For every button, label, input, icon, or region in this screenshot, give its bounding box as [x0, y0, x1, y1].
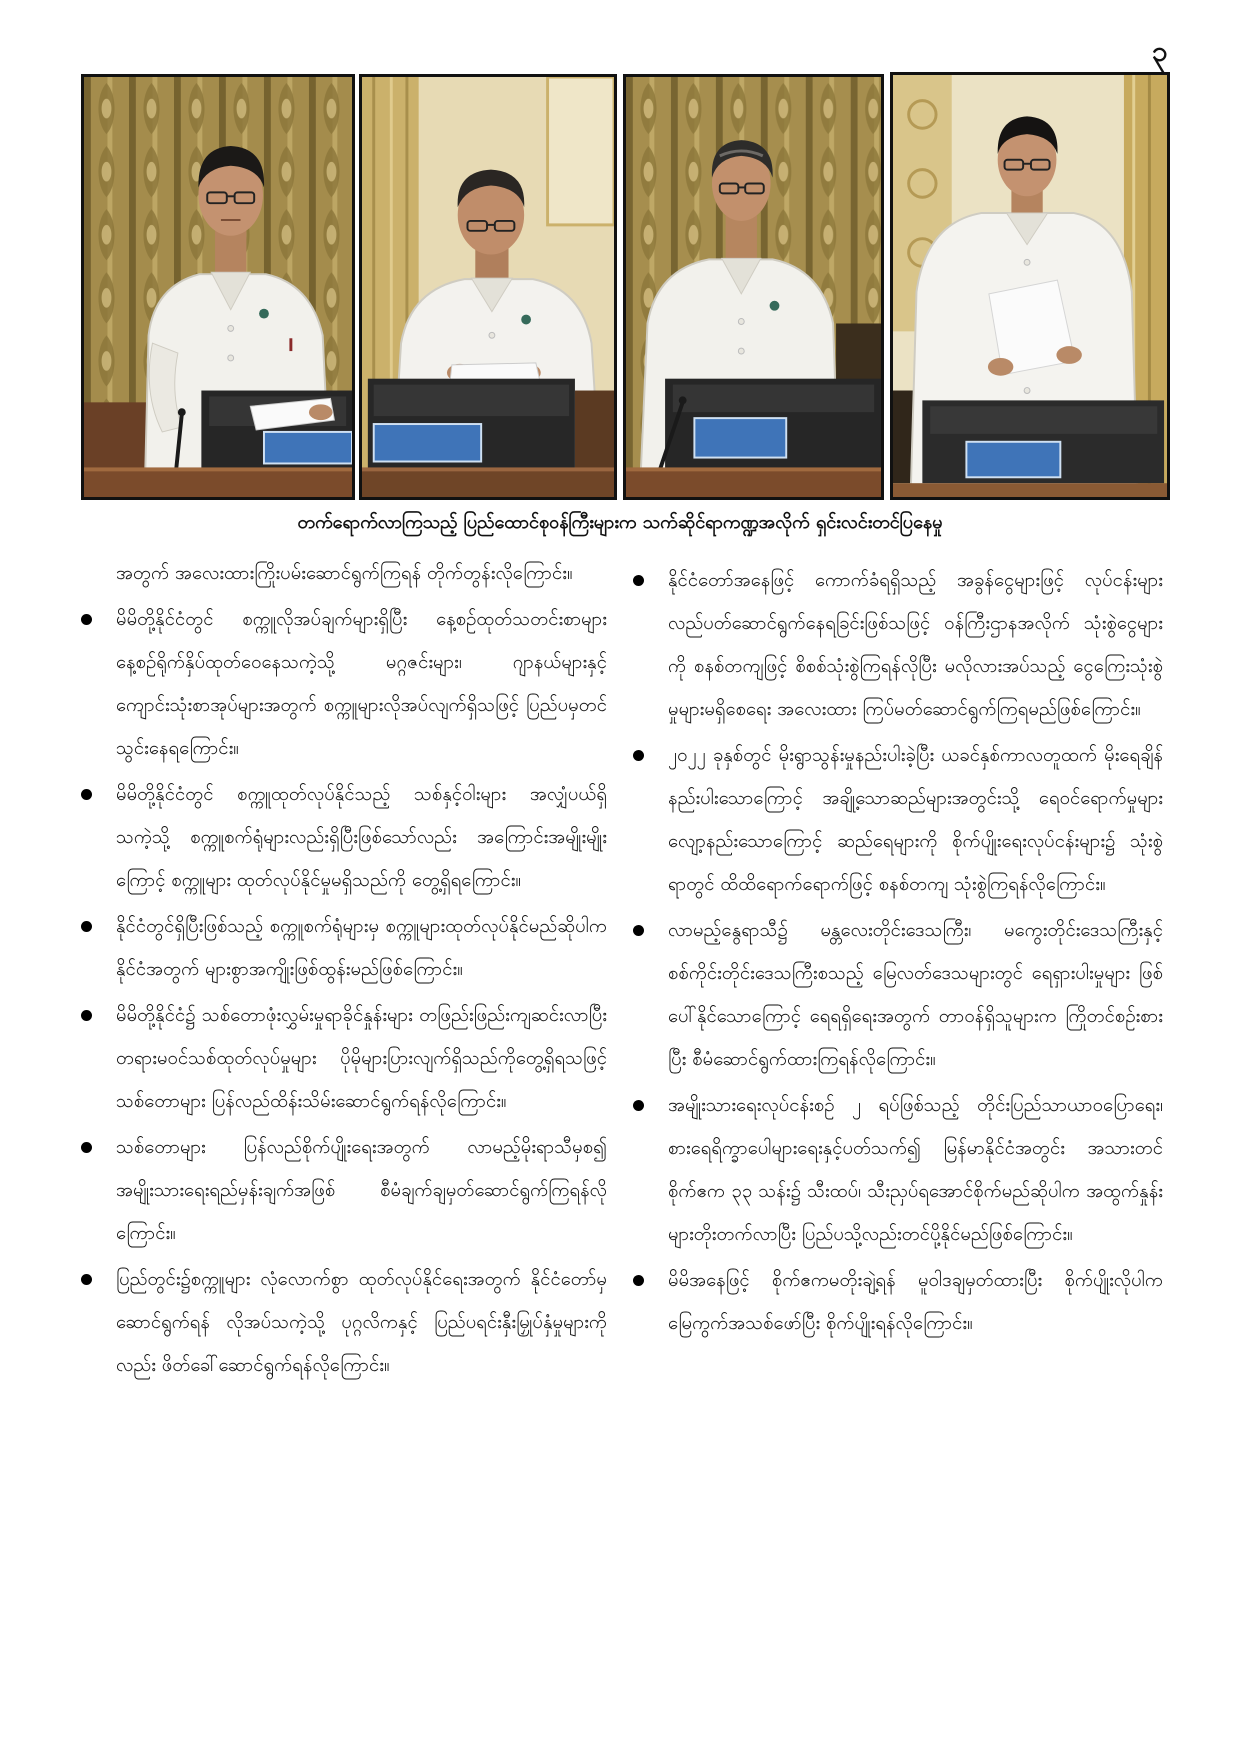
bullet-dot: [633, 575, 644, 586]
list-item: [633, 559, 1163, 731]
photo-minister-1: [81, 74, 355, 500]
wood-panel: [575, 391, 614, 470]
list-item: [81, 773, 607, 902]
list-item: [633, 734, 1163, 906]
nameplate: [966, 442, 1060, 477]
paragraph-text: သစ်တောများ ပြန်လည်စိုက်ပျိုးရေးအတွက် လာမည့်မိုးရာသီမှစ၍ အမျိုးသားရေးရည်မှန်းချက်အဖြစ် စီမံချက်ချမှတ်ဆောင်ရွက်ကြရန်လိုကြောင်း။: [116, 1137, 607, 1244]
paragraph-text: မိမိတို့နိုင်ငံ၌ သစ်တောဖုံးလွှမ်းမှုရာခိုင်နှုန်းများ တဖြည်းဖြည်းကျဆင်းလာပြီး တရားမဝင်သစ်ထုတ်လုပ်မှုများ ပိုမိုများပြားလျက်ရှိသည်ကိုတွေ့ရှိရသဖြင့် သစ်တောများ ပြန်လည်ထိန်းသိမ်းဆောင်ရွက်ရန်လိုကြောင်း။: [116, 1005, 607, 1112]
bullet-dot: [81, 921, 92, 932]
lapel-badge: [521, 315, 531, 325]
paragraph-text: မိမိအနေဖြင့် စိုက်ဧကမတိုးချဲ့ရန် မူဝါဒချမှတ်ထားပြီး စိုက်ပျိုးလိုပါက မြေကွက်အသစ်ဖော်ပြီး စိုက်ပျိုးရန်လိုကြောင်း။: [668, 1270, 1163, 1334]
paragraph-text: မိမိတို့နိုင်ငံတွင် စက္ကူလိုအပ်ချက်များရှိပြီး နေ့စဉ်ထုတ်သတင်းစာများ နေ့စဉ်ရိုက်နှိပ်ထုတ်ဝေနေသကဲ့သို့ မဂ္ဂဇင်းများ၊ ဂျာနယ်များနှင့် ကျောင်းသုံးစာအုပ်များအတွက် စက္ကူများလိုအပ်လျက်ရှိသဖြင့် ပြည်ပမှတင်သွင်းနေရကြောင်း။: [116, 609, 607, 759]
photo-minister-1-image: [84, 77, 352, 497]
left-column: [81, 552, 607, 1732]
list-item: [81, 598, 607, 770]
desk: [84, 467, 352, 497]
paragraph-text: လာမည့်နွေရာသီ၌ မန္တလေးတိုင်းဒေသကြီး၊ မကွေးတိုင်းဒေသကြီးနှင့် စစ်ကိုင်းတိုင်းဒေသကြီးစသည့် မြေလတ်ဒေသများတွင် ရေရှားပါးမှုများ ဖြစ်ပေါ်နိုင်သောကြောင့် ရေရရှိရေးအတွက် တာဝန်ရှိသူများက ကြိုတင်စဉ်းစားပြီး စီမံဆောင်ရွက်ထားကြရန်လိုကြောင်း။: [668, 920, 1163, 1070]
list-item: [81, 1126, 607, 1255]
bullet-dot: [81, 1010, 92, 1021]
page-number: ၃: [1152, 35, 1168, 68]
bullet-dot: [81, 1142, 92, 1153]
paragraph-text: အတွက် အလေးထားကြိုးပမ်းဆောင်ရွက်ကြရန် တိုက်တွန်းလိုကြောင်း။: [116, 563, 573, 584]
continuation-paragraph: [81, 552, 607, 595]
photo-minister-3-image: [626, 77, 881, 497]
list-item: [81, 1258, 607, 1387]
list-item: [81, 905, 607, 991]
list-item: [633, 1084, 1163, 1256]
paragraph-text: အမျိုးသားရေးလုပ်ငန်းစဉ် ၂ ရပ်ဖြစ်သည့် တိုင်းပြည်သာယာဝပြောရေး၊ စားရေရိက္ခာပေါများရေးနှင့်ပတ်သက်၍ မြန်မာနိုင်ငံအတွင်း အသားတင် စိုက်ဧက ၃၃ သန်း၌ သီးထပ်၊ သီးညှပ်ရအောင်စိုက်မည်ဆိုပါက အထွက်နှုန်းများတိုးတက်လာပြီး ပြည်ပသို့လည်းတင်ပို့နိုင်မည်ဖြစ်ကြောင်း။: [668, 1095, 1163, 1245]
bullet-dot: [633, 1275, 644, 1286]
nameplate: [694, 418, 786, 457]
photo-minister-2: [359, 74, 617, 500]
nameplate: [374, 424, 481, 461]
bullet-dot: [81, 614, 92, 625]
bullet-dot: [81, 789, 92, 800]
bullet-dot: [81, 1274, 92, 1285]
right-column: [633, 559, 1163, 1739]
paragraph-text: နိုင်ငံတွင်ရှိပြီးဖြစ်သည့် စက္ကူစက်ရုံများမှ စက္ကူများထုတ်လုပ်နိုင်မည်ဆိုပါက နိုင်ငံအတွက် များစွာအကျိုးဖြစ်ထွန်းမည်ဖြစ်ကြောင်း။: [116, 916, 607, 980]
photo-caption: တက်ရောက်လာကြသည့် ပြည်ထောင်စုဝန်ကြီးများက သက်ဆိုင်ရာကဏ္ဍအလိုက် ရှင်းလင်းတင်ပြနေမှု: [297, 512, 943, 533]
list-item: [633, 1259, 1163, 1345]
desk: [626, 467, 881, 497]
list-item: [81, 994, 607, 1123]
lapel-badge: [770, 301, 780, 311]
photo-minister-4-image: [893, 75, 1167, 497]
paragraph-text: နိုင်ငံတော်အနေဖြင့် ကောက်ခံရရှိသည့် အခွန်ငွေများဖြင့် လုပ်ငန်းများလည်ပတ်ဆောင်ရွက်နေရခြင်းဖြစ်သဖြင့် ဝန်ကြီးဌာနအလိုက် သုံးစွဲငွေများကို စနစ်တကျဖြင့် စိစစ်သုံးစွဲကြရန်လိုပြီး မလိုလားအပ်သည့် ငွေကြေးသုံးစွဲမှုများမရှိစေရေး အလေးထား ကြပ်မတ်ဆောင်ရွက်ကြရမည်ဖြစ်ကြောင်း။: [668, 570, 1163, 720]
bullet-dot: [633, 925, 644, 936]
bullet-dot: [633, 750, 644, 761]
lapel-badge: [259, 309, 269, 319]
paragraph-text: ပြည်တွင်း၌စက္ကူများ လုံလောက်စွာ ထုတ်လုပ်နိုင်ရေးအတွက် နိုင်ငံတော်မှ ဆောင်ရွက်ရန် လိုအပ်သကဲ့သို့ ပုဂ္ဂလိကနှင့် ပြည်ပရင်းနှီးမြှုပ်နှံမှုများကိုလည်း ဖိတ်ခေါ်ဆောင်ရွက်ရန်လိုကြောင်း။: [116, 1269, 607, 1376]
photo-minister-2-image: [362, 77, 614, 497]
paragraph-text: မိမိတို့နိုင်ငံတွင် စက္ကူထုတ်လုပ်နိုင်သည့် သစ်နှင့်ဝါးများ အလျှံပယ်ရှိသကဲ့သို့ စက္ကူစက်ရုံများလည်းရှိပြီးဖြစ်သော်လည်း အကြောင်းအမျိုးမျိုးကြောင့် စက္ကူများ ထုတ်လုပ်နိုင်မှုမရှိသည်ကို တွေ့ရှိရကြောင်း။: [116, 784, 607, 891]
bullet-dot: [633, 1100, 644, 1111]
photo-minister-4: [890, 72, 1170, 500]
desk: [362, 467, 614, 497]
list-item: [633, 909, 1163, 1081]
desk: [893, 483, 1167, 497]
photo-minister-3: [623, 74, 884, 500]
nameplate: [264, 432, 352, 464]
paragraph-text: ၂၀၂၂ ခုနှစ်တွင် မိုးရွာသွန်းမှုနည်းပါးခဲ့ပြီး ယခင်နှစ်ကာလတူထက် မိုးရေချိန်နည်းပါးသောကြောင့် အချို့သောဆည်များအတွင်းသို့ ရေဝင်ရောက်မှုများ လျော့နည်းသောကြောင့် ဆည်ရေများကို စိုက်ပျိုးရေးလုပ်ငန်းများ၌ သုံးစွဲရာတွင် ထိထိရောက်ရောက်ဖြင့် စနစ်တကျ သုံးစွဲကြရန်လိုကြောင်း။: [668, 745, 1163, 895]
